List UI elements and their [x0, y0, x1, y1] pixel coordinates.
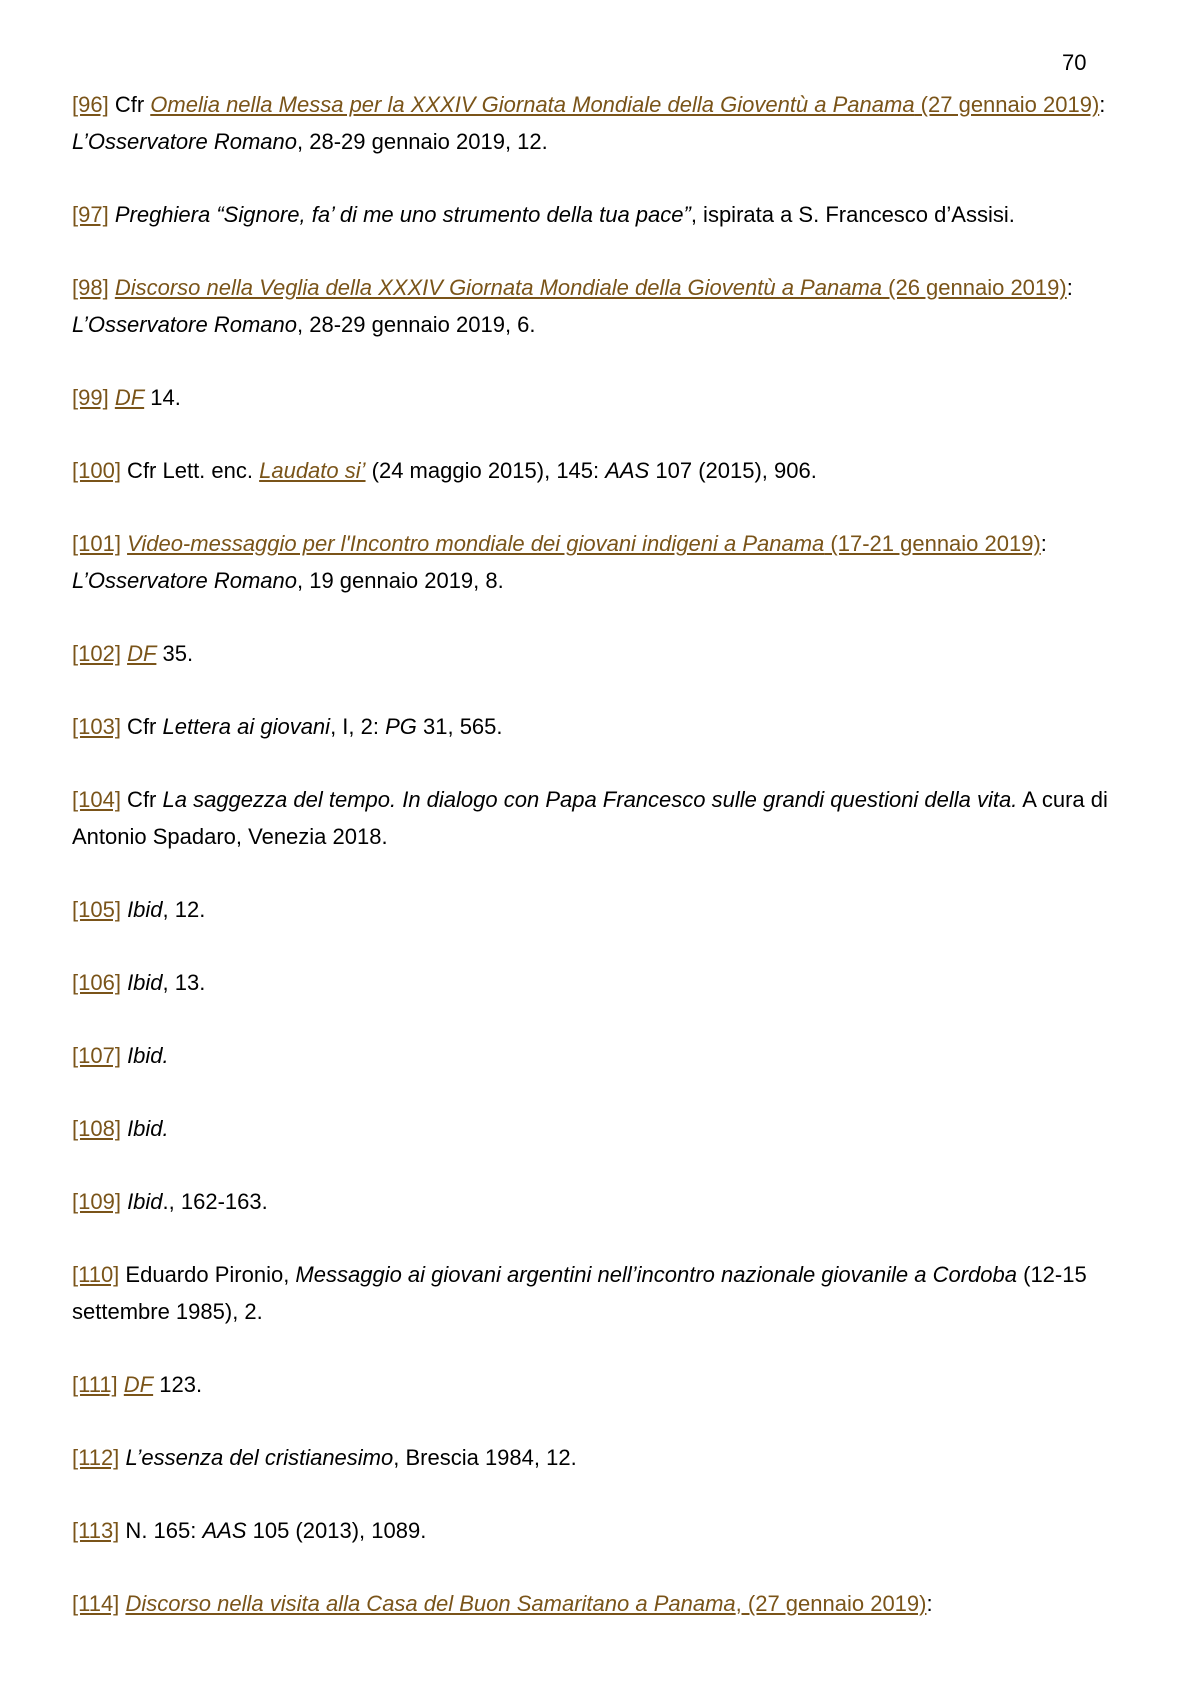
df-link[interactable] [127, 641, 156, 666]
note-text: (24 maggio 2015), 145: [365, 458, 606, 483]
work-title: Messaggio ai giovani argentini nell’incontro nazionale giovanile a Cordoba [295, 1262, 1017, 1287]
note-text: , 28-29 gennaio 2019, 12. [297, 129, 548, 154]
note-text: 123. [153, 1372, 203, 1397]
link-date[interactable]: (26 gennaio 2019) [882, 275, 1067, 300]
link-date[interactable]: (17-21 gennaio 2019) [824, 531, 1041, 556]
endnote-ref-link[interactable]: [114] [72, 1591, 120, 1616]
endnote-100 [72, 452, 1132, 489]
link-title[interactable]: Discorso nella Veglia della XXXIV Giornata Mondiale della Gioventù a Panama [114, 275, 883, 300]
aas-abbrev: AAS [202, 1518, 247, 1543]
note-text: 105 (2013), 1089. [246, 1518, 427, 1543]
note-text: 14. [144, 385, 181, 410]
note-text: 31, 565. [416, 714, 503, 739]
link-date[interactable]: (27 gennaio 2019) [914, 92, 1100, 117]
work-title: Lettera ai giovani [162, 714, 331, 739]
endnote-104 [72, 781, 1132, 855]
note-text: 107 (2015), 906. [649, 458, 817, 483]
document-title-link[interactable] [125, 1591, 926, 1616]
endnote-ref-link[interactable]: [113] [72, 1518, 120, 1543]
note-text: : [1040, 531, 1047, 556]
laudato-si-link[interactable] [259, 458, 365, 483]
note-text: 35. [156, 641, 194, 666]
endnote-ref-link[interactable]: [112] [72, 1445, 120, 1470]
endnote-ref-link[interactable]: [104] [72, 787, 121, 812]
note-text: Cfr [120, 787, 163, 812]
note-text: (12-15 settembre 1985), 2. [72, 1262, 1087, 1324]
df-link[interactable] [124, 1372, 153, 1397]
note-text: : [1099, 92, 1106, 117]
endnote-99 [72, 379, 1132, 416]
link-date[interactable]: , (27 gennaio 2019) [735, 1591, 927, 1616]
note-text: : [1066, 275, 1073, 300]
page-number: 70 [1062, 50, 1087, 75]
endnote-97 [72, 196, 1132, 233]
note-text: , I, 2: [330, 714, 386, 739]
link-title[interactable]: DF [123, 1372, 154, 1397]
ibid: Ibid [127, 1189, 163, 1214]
note-text: A cura di Antonio Spadaro, Venezia 2018. [72, 787, 1108, 849]
note-text: , ispirata a S. Francesco d’Assisi. [690, 202, 1015, 227]
endnote-101 [72, 525, 1132, 599]
endnote-ref-link[interactable]: [108] [72, 1116, 121, 1141]
endnote-ref-link[interactable]: [97] [72, 202, 109, 227]
note-text: Cfr [108, 92, 151, 117]
endnote-ref-link[interactable]: [102] [72, 641, 121, 666]
endnote-ref-link[interactable]: [106] [72, 970, 121, 995]
endnote-110 [72, 1256, 1132, 1330]
note-text: Eduardo Pironio, [119, 1262, 296, 1287]
endnote-ref-link[interactable]: [100] [72, 458, 121, 483]
link-title[interactable]: Omelia nella Messa per la XXXIV Giornata Mondiale della Gioventù a Panama [150, 92, 915, 117]
endnote-107 [72, 1037, 1132, 1074]
link-title[interactable]: DF [114, 385, 145, 410]
link-title[interactable]: Video-messaggio per l'Incontro mondiale dei giovani indigeni a Panama [127, 531, 825, 556]
note-text: , Brescia 1984, 12. [393, 1445, 577, 1470]
endnote-106 [72, 964, 1132, 1001]
endnote-111 [72, 1366, 1132, 1403]
note-text: , 12. [162, 897, 206, 922]
note-text: , 19 gennaio 2019, 8. [297, 568, 504, 593]
note-text: : [926, 1591, 933, 1616]
ibid: Ibid [127, 970, 163, 995]
endnote-ref-link[interactable]: [98] [72, 275, 109, 300]
note-text: , 28-29 gennaio 2019, 6. [297, 312, 536, 337]
document-title-link[interactable] [150, 92, 1099, 117]
aas-abbrev: AAS [605, 458, 650, 483]
ibid: Ibid. [127, 1116, 169, 1141]
endnote-108 [72, 1110, 1132, 1147]
link-title[interactable]: Discorso nella visita alla Casa del Buon Samaritano a Panama [125, 1591, 736, 1616]
document-title-link[interactable] [127, 531, 1041, 556]
link-title[interactable]: DF [127, 641, 157, 666]
endnote-109 [72, 1183, 1132, 1220]
df-link[interactable] [115, 385, 144, 410]
endnote-ref-link[interactable]: [101] [72, 531, 121, 556]
endnote-ref-link[interactable]: [111] [72, 1372, 118, 1397]
source-title: L’Osservatore Romano [72, 568, 297, 593]
note-text: ., 162-163. [162, 1189, 268, 1214]
endnote-ref-link[interactable]: [96] [72, 92, 109, 117]
work-title: L’essenza del cristianesimo [125, 1445, 394, 1470]
work-title: La saggezza del tempo. In dialogo con Papa Francesco sulle grandi questioni della vita. [162, 787, 1018, 812]
document-title-link[interactable] [115, 275, 1067, 300]
endnote-105 [72, 891, 1132, 928]
note-text: Cfr Lett. enc. [120, 458, 260, 483]
link-title[interactable]: Laudato si’ [259, 458, 366, 483]
note-text: N. 165: [119, 1518, 203, 1543]
note-text: Cfr [120, 714, 163, 739]
endnote-96 [72, 86, 1132, 160]
endnote-114 [72, 1585, 1132, 1622]
endnote-113 [72, 1512, 1132, 1549]
ibid: Ibid. [127, 1043, 169, 1068]
source-title: L’Osservatore Romano [72, 312, 297, 337]
note-text: , 13. [162, 970, 206, 995]
endnote-98 [72, 269, 1132, 343]
endnote-ref-link[interactable]: [99] [72, 385, 109, 410]
ibid: Ibid [127, 897, 163, 922]
endnote-ref-link[interactable]: [105] [72, 897, 121, 922]
prayer-title: Preghiera “Signore, fa’ di me uno strumento della tua pace” [114, 202, 691, 227]
source-title: L’Osservatore Romano [72, 129, 297, 154]
pg-abbrev: PG [385, 714, 417, 739]
endnote-102 [72, 635, 1132, 672]
endnote-103 [72, 708, 1132, 745]
endnote-ref-link[interactable]: [109] [72, 1189, 121, 1214]
endnote-ref-link[interactable]: [110] [72, 1262, 120, 1287]
endnote-ref-link[interactable]: [107] [72, 1043, 121, 1068]
endnote-112 [72, 1439, 1132, 1476]
endnotes-list [72, 86, 1132, 1658]
endnote-ref-link[interactable]: [103] [72, 714, 121, 739]
